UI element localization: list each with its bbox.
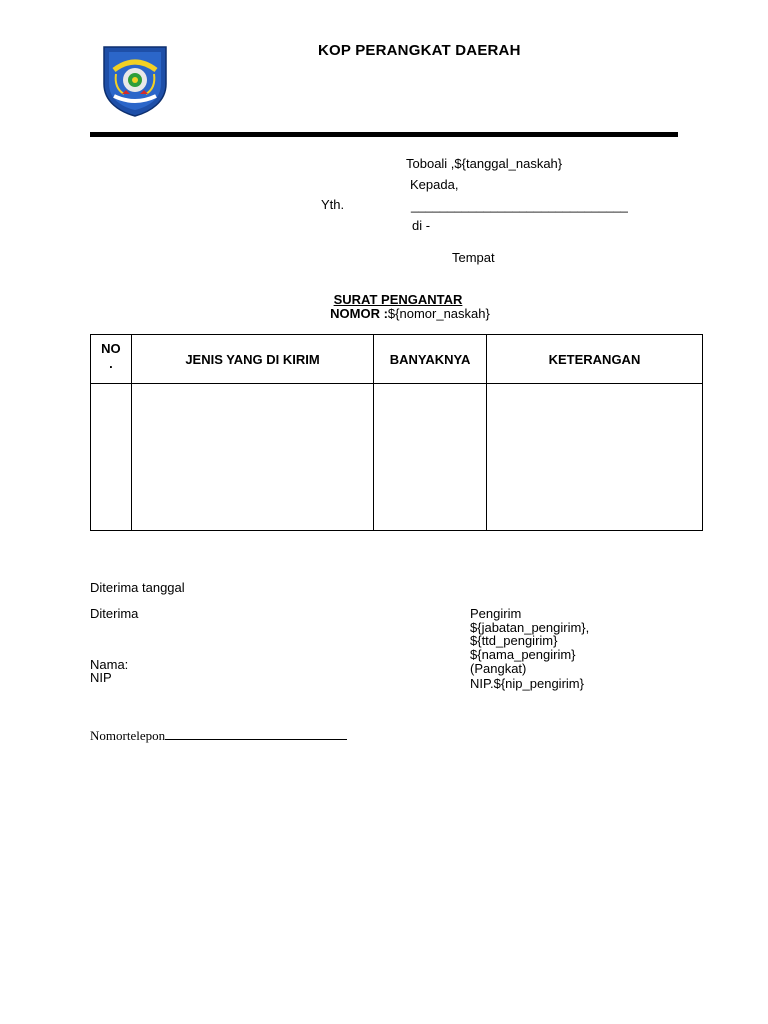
cell-keterangan xyxy=(486,384,702,531)
sender-rank: (Pangkat) xyxy=(470,661,527,676)
phone-line xyxy=(90,728,347,743)
header-no xyxy=(91,335,132,384)
cell-banyaknya xyxy=(374,384,487,531)
items-table xyxy=(90,334,703,531)
letterhead-title: KOP PERANGKAT DAERAH xyxy=(318,42,521,59)
phone-blank xyxy=(165,728,347,740)
sender-position: ${jabatan_pengirim}, xyxy=(470,620,590,635)
letter-number xyxy=(0,306,768,321)
cell-no xyxy=(91,384,132,531)
regency-logo xyxy=(100,44,170,118)
table-row xyxy=(91,384,703,531)
to-label: Kepada, xyxy=(410,177,459,192)
di-label: di - xyxy=(412,218,431,233)
receiver-nip-label: NIP xyxy=(90,670,112,685)
phone-label: Nomortelepon xyxy=(90,728,166,743)
sender-name: ${nama_pengirim} xyxy=(470,647,576,662)
table-header-row xyxy=(91,335,703,384)
tempat-label: Tempat xyxy=(452,250,495,265)
receiver-name-label: Nama: xyxy=(90,657,129,672)
sender-label: Pengirim xyxy=(470,606,522,621)
header-no-line2: . xyxy=(109,356,113,371)
header-keterangan: KETERANGAN xyxy=(486,335,702,384)
sender-signature: ${ttd_pengirim} xyxy=(470,633,558,648)
sender-nip: NIP.${nip_pengirim} xyxy=(470,676,584,691)
yth-label: Yth. xyxy=(321,197,345,212)
received-label: Diterima xyxy=(90,606,139,621)
recipient-blank: ______________________________ xyxy=(411,198,628,213)
nomor-label: NOMOR : xyxy=(330,306,388,321)
letterhead-rule xyxy=(90,132,678,137)
header-jenis: JENIS YANG DI KIRIM xyxy=(131,335,373,384)
place-date: Toboali ,${tanggal_naskah} xyxy=(406,156,563,171)
nomor-value: ${nomor_naskah} xyxy=(387,306,490,321)
cell-jenis xyxy=(131,384,373,531)
received-date-label: Diterima tanggal xyxy=(90,580,185,595)
header-no-line1: NO xyxy=(101,341,121,356)
letter-subject: SURAT PENGANTAR xyxy=(333,292,463,307)
header-banyaknya: BANYAKNYA xyxy=(374,335,487,384)
